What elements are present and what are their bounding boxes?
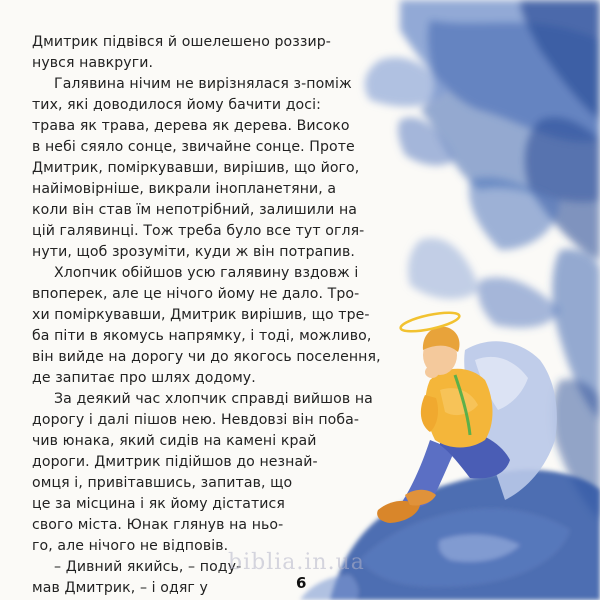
text-line: – Дивний якийсь, – поду-	[54, 559, 242, 575]
text-line: дорогу і далі пішов нею. Невдовзі він поба-	[32, 412, 360, 428]
watermark: biblia.in.ua	[228, 550, 365, 575]
text-line: хи поміркувавши, Дмитрик вирішив, що тре-	[32, 307, 370, 323]
text-line: найімовірніше, викрали інопланетяни, а	[32, 181, 337, 197]
text-line: ба піти в якомусь напрямку, і тоді, можливо,	[32, 328, 372, 344]
text-line: трава як трава, дерева як дерева. Високо	[32, 118, 350, 134]
text-line: Галявина нічим не вирізнялася з-поміж	[54, 76, 352, 92]
text-line: чив юнака, який сидів на камені край	[32, 433, 317, 449]
text-line: За деякий час хлопчик справді вийшов на	[54, 391, 373, 407]
text-line: го, але нічого не відповів.	[32, 538, 229, 554]
text-line: Дмитрик підвівся й ошелешено роззир-	[32, 34, 331, 50]
text-line: він вийде на дорогу чи до якогось поселення,	[32, 349, 381, 365]
story-text	[32, 32, 381, 599]
text-line: мав Дмитрик, – і одяг у	[32, 580, 208, 596]
text-line: нувся навкруги.	[32, 55, 154, 71]
text-line: свого міста. Юнак глянув на ньо-	[32, 517, 284, 533]
page-number: 6	[296, 574, 307, 592]
text-line: цій галявинці. Тож треба було все тут огля-	[32, 223, 365, 239]
text-line: тих, які доводилося йому бачити досі:	[32, 97, 321, 113]
text-line: омця і, привітавшись, запитав, що	[32, 475, 293, 491]
text-line: де запитає про шлях додому.	[32, 370, 256, 386]
text-line: коли він став їм непотрібний, залишили на	[32, 202, 358, 218]
text-line: нути, щоб зрозуміти, куди ж він потрапив.	[32, 244, 355, 260]
text-line: впоперек, але це нічого йому не дало. Тро-	[32, 286, 360, 302]
text-line: Хлопчик обійшов усю галявину вздовж і	[54, 265, 359, 281]
text-line: в небі сяяло сонце, звичайне сонце. Проте	[32, 139, 355, 155]
text-line: це за місцина і як йому дістатися	[32, 496, 285, 512]
text-line: дороги. Дмитрик підійшов до незнай-	[32, 454, 318, 470]
text-line: Дмитрик, поміркувавши, вирішив, що його,	[32, 160, 360, 176]
